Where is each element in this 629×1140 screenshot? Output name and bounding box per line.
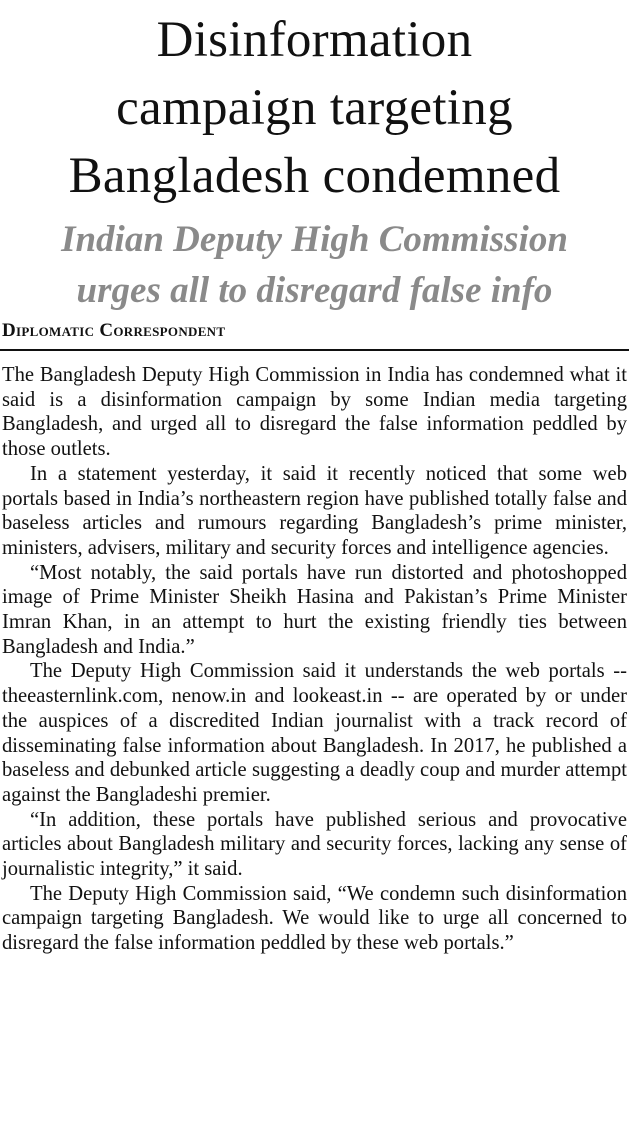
body-paragraph: “In addition, these portals have published serious and provocative articles about Bangladesh military and security forces, lacking any sense of journalistic integrity,” it said. bbox=[2, 808, 627, 881]
headline bbox=[0, 0, 629, 210]
body-paragraph: The Deputy High Commission said it understands the web portals -- theeasternlink.com, nenow.in and lookeast.in -- are operated by or under the auspices of a discredited Indian journalist with a track record of disseminating false information about Bangladesh. In 2017, he published a baseless and debunked article suggesting a deadly coup and murder attempt against the Bangladeshi premier. bbox=[2, 660, 627, 806]
body-paragraph: The Deputy High Commission said, “We condemn such disinformation campaign targeting Bangladesh. We would like to urge all concerned to disregard the false information peddled by these web portals.” bbox=[2, 882, 627, 955]
byline: Diplomatic Correspondent bbox=[2, 320, 226, 341]
subheadline-line: Indian Deputy High Commission bbox=[61, 219, 568, 260]
body-paragraph: The Bangladesh Deputy High Commission in India has condemned what it said is a disinformation campaign by some Indian media targeting Bangladesh, and urged all to disregard the false information peddled by those outlets. bbox=[2, 364, 627, 461]
article-body bbox=[0, 363, 629, 956]
headline-line: Disinformation bbox=[156, 12, 473, 68]
headline-line: Bangladesh condemned bbox=[68, 148, 561, 204]
body-paragraph: “Most notably, the said portals have run distorted and photoshopped image of Prime Minister Sheikh Hasina and Pakistan’s Prime Minister Imran Khan, in an attempt to hurt the existing friendly ties between Bangladesh and India.” bbox=[2, 561, 627, 658]
body-paragraph: In a statement yesterday, it said it recently noticed that some web portals based in India’s northeastern region have published totally false and baseless articles and rumours regarding Bangladesh’s prime minister, ministers, advisers, military and security forces and intelligence agencies. bbox=[2, 462, 627, 559]
divider-rule bbox=[0, 349, 629, 351]
headline-line: campaign targeting bbox=[116, 80, 513, 136]
subheadline bbox=[0, 214, 629, 316]
subheadline-line: urges all to disregard false info bbox=[76, 270, 553, 311]
